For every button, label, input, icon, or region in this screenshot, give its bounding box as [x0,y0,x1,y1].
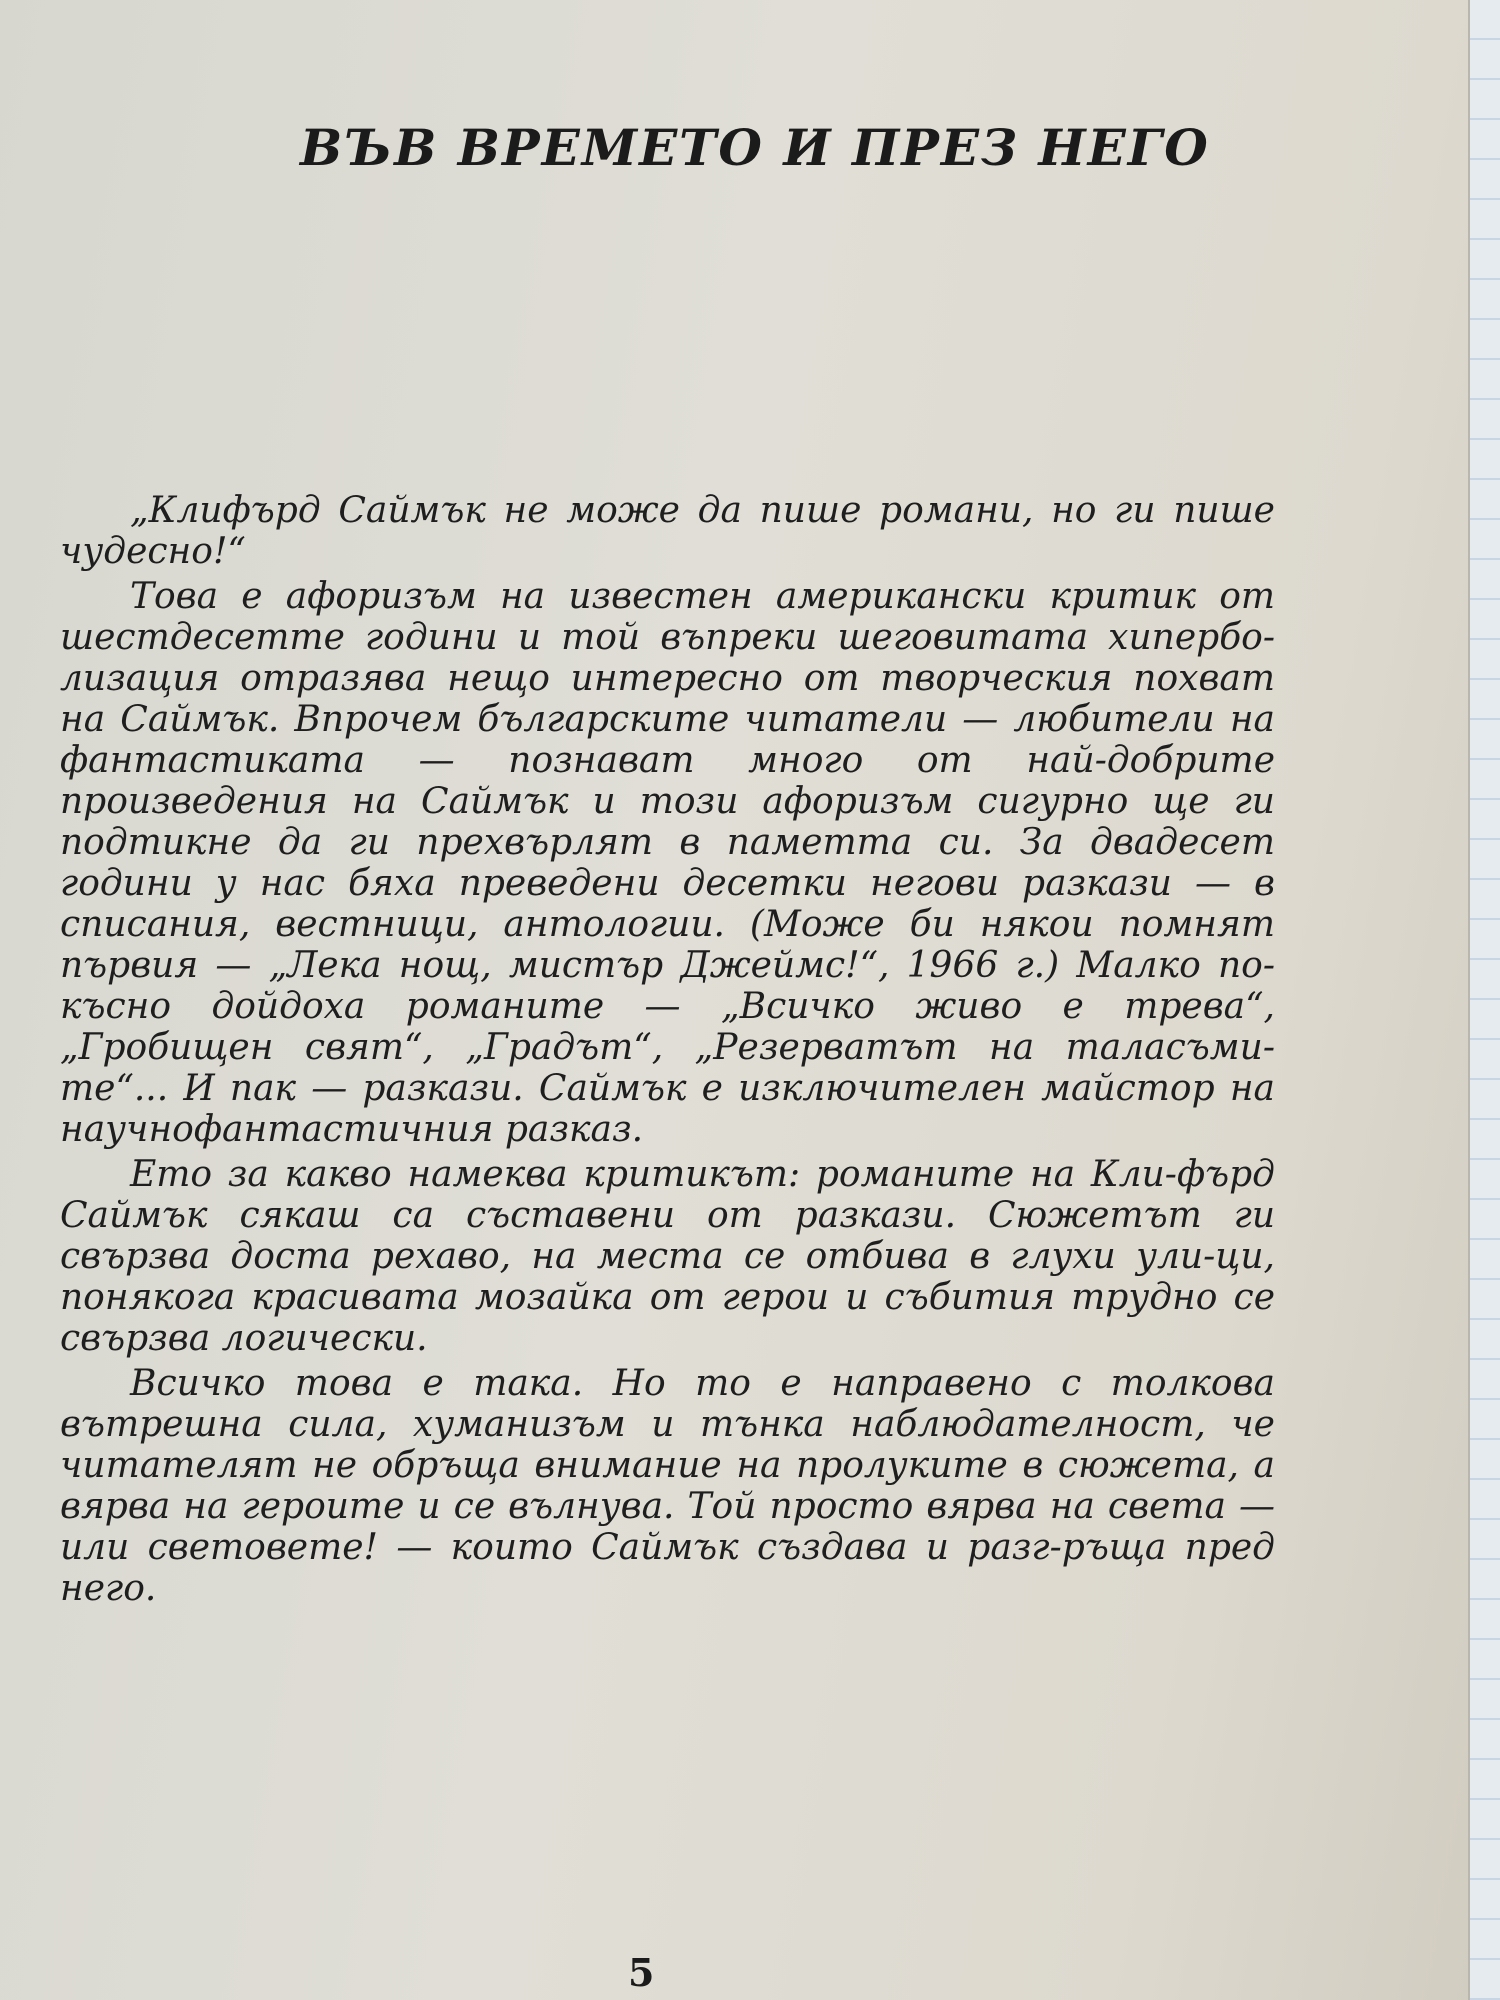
page-number: 5 [628,1950,655,1995]
chapter-title: ВЪВ ВРЕМЕТО И ПРЕЗ НЕГО [300,118,1210,177]
paragraph: Това е афоризъм на известен американски критик от шестдесетте години и той въпреки шеговитата хипербо-лизация отразява нещо интересно от творческия похват на Саймък. Впрочем българските читатели — любители на фантастиката — познават много от най-добрите произведения на Саймък и този афоризъм сигурно ще ги подтикне да ги прехвърлят в паметта си. За двадесет години у нас бяха преведени десетки негови разкази — в списания, вестници, антологии. (Може би някои помнят първия — „Лека нощ, мистър Джеймс!“, 1966 г.) Малко по-късно дойдоха романите — „Всичко живо е трева“, „Гробищен свят“, „Градът“, „Резерватът на таласъми-те“... И пак — разкази. Саймък е изключителен майстор на научнофантастичния разказ. [60,576,1275,1150]
paragraph: „Клифърд Саймък не може да пише романи, но ги пише чудесно!“ [60,490,1275,572]
paragraph: Ето за какво намеква критикът: романите на Кли-фърд Саймък сякаш са съставени от разкази. Сюжетът ги свързва доста рехаво, на места се отбива в глухи ули-ци, понякога красивата мозайка от герои и събития трудно се свързва логически. [60,1154,1275,1359]
paragraph: Всичко това е така. Но то е направено с толкова вътрешна сила, хуманизъм и тънка наблюдателност, че читателят не обръща внимание на пролуките в сюжета, а вярва на героите и се вълнува. Той просто вярва на света — или световете! — които Саймък създава и разг-ръща пред него. [60,1363,1275,1609]
body-text [60,490,1275,1613]
underlying-notebook-edge [1468,0,1500,2000]
